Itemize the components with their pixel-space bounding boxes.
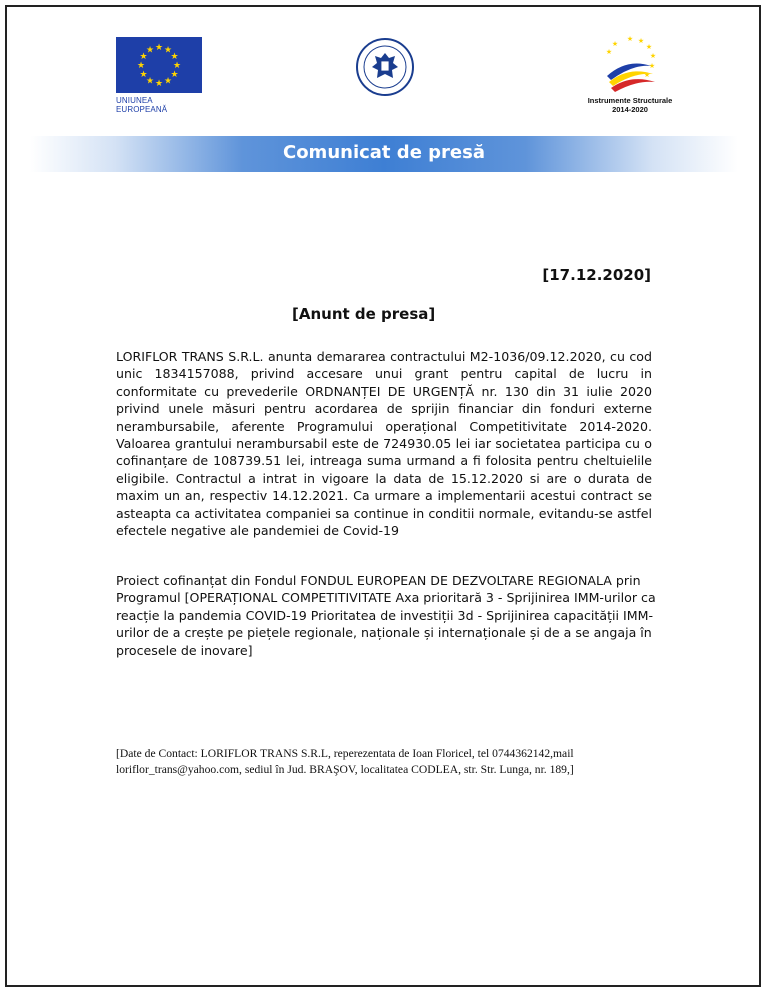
press-release-banner [30,136,738,172]
svg-text:★: ★ [139,70,148,80]
structural-instruments-icon [597,32,663,96]
eu-flag-icon [116,37,202,93]
svg-text:★: ★ [163,76,173,87]
svg-text:★: ★ [163,45,173,56]
svg-text:★: ★ [649,52,657,60]
svg-text:★: ★ [645,43,653,51]
project-funding-paragraph: Proiect cofinanțat din Fondul FONDUL EUROPEAN DE DEZVOLTARE REGIONALA prin Programul [OPERAȚIONAL COMPETITIVITATE Axa prioritară 3 - Sprijinirea IMM-urilor ca reacție la pandemia COVID-19 Prioritatea de investiții 3d - Sprijinirea capacității IMM-urilor de a crește pe piețele regionale, naționale și internaționale și de a se angaja în procesele de inovare] [116,573,656,658]
svg-text:★: ★ [648,62,656,70]
svg-text:★: ★ [145,45,155,56]
svg-text:★: ★ [154,79,164,89]
announcement-body: LORIFLOR TRANS S.R.L. anunta demararea contractului M2-1036/09.12.2020, cu cod unic 1834157088, privind accesare unui grant pentru capital de lucru in conformitate cu prevederile ORDNANȚEI DE URGENȚĂ nr. 130 din 31 iulie 2020 privind unele măsuri pentru acordarea de sprijin financiar din fonduri externe nerambursabile, aferente Programului operațional Competitivitate 2014-2020. Valoarea grantului nerambursabil este de 724930.05 lei iar societatea participa cu o cofinanțare de 108739.51 lei, intreaga suma urmand a fi folosita pentru cheltuielile eligibile. Contractul a intrat in vigoare la data de 15.12.2020 si are o durata de maxim un an, respectiv 14.12.2021. Ca urmare a implementarii acestui contract se asteapta ca activitatea companiei sa continue in conditii normale, evitandu-se astfel efectele negative ale pandemiei de Covid-19 [116,349,652,539]
svg-text:★: ★ [611,40,619,48]
svg-text:★: ★ [643,71,651,79]
svg-text:★: ★ [170,70,179,80]
eu-logo [116,37,202,114]
eu-label: UNIUNEA EUROPEANĂ [116,96,168,114]
svg-text:★: ★ [637,37,645,45]
svg-text:★: ★ [139,52,148,62]
banner-title: Comunicat de presă [282,142,485,163]
document-date: [17.12.2020] [542,266,651,284]
structural-instruments-label: Instrumente Structurale [587,96,673,105]
document-heading: [Anunt de presa] [292,305,436,323]
structural-instruments-logo [580,32,680,114]
svg-text:★: ★ [172,61,182,71]
svg-text:★: ★ [136,61,146,71]
svg-text:★: ★ [626,35,634,43]
contact-details: [Date de Contact: LORIFLOR TRANS S.R.L, reperezentata de Ioan Floricel, tel 0744362142,mail loriflor_trans@yahoo.com, sediul în Jud. BRAŞOV, localitatea CODLEA, str. Str. Lunga, nr. 189,] [116,747,574,776]
svg-text:★: ★ [154,43,164,53]
svg-text:★: ★ [170,52,179,62]
svg-text:★: ★ [145,76,155,87]
government-seal-icon [355,37,415,97]
structural-instruments-years: 2014-2020 [612,105,648,114]
svg-text:★: ★ [605,48,613,56]
